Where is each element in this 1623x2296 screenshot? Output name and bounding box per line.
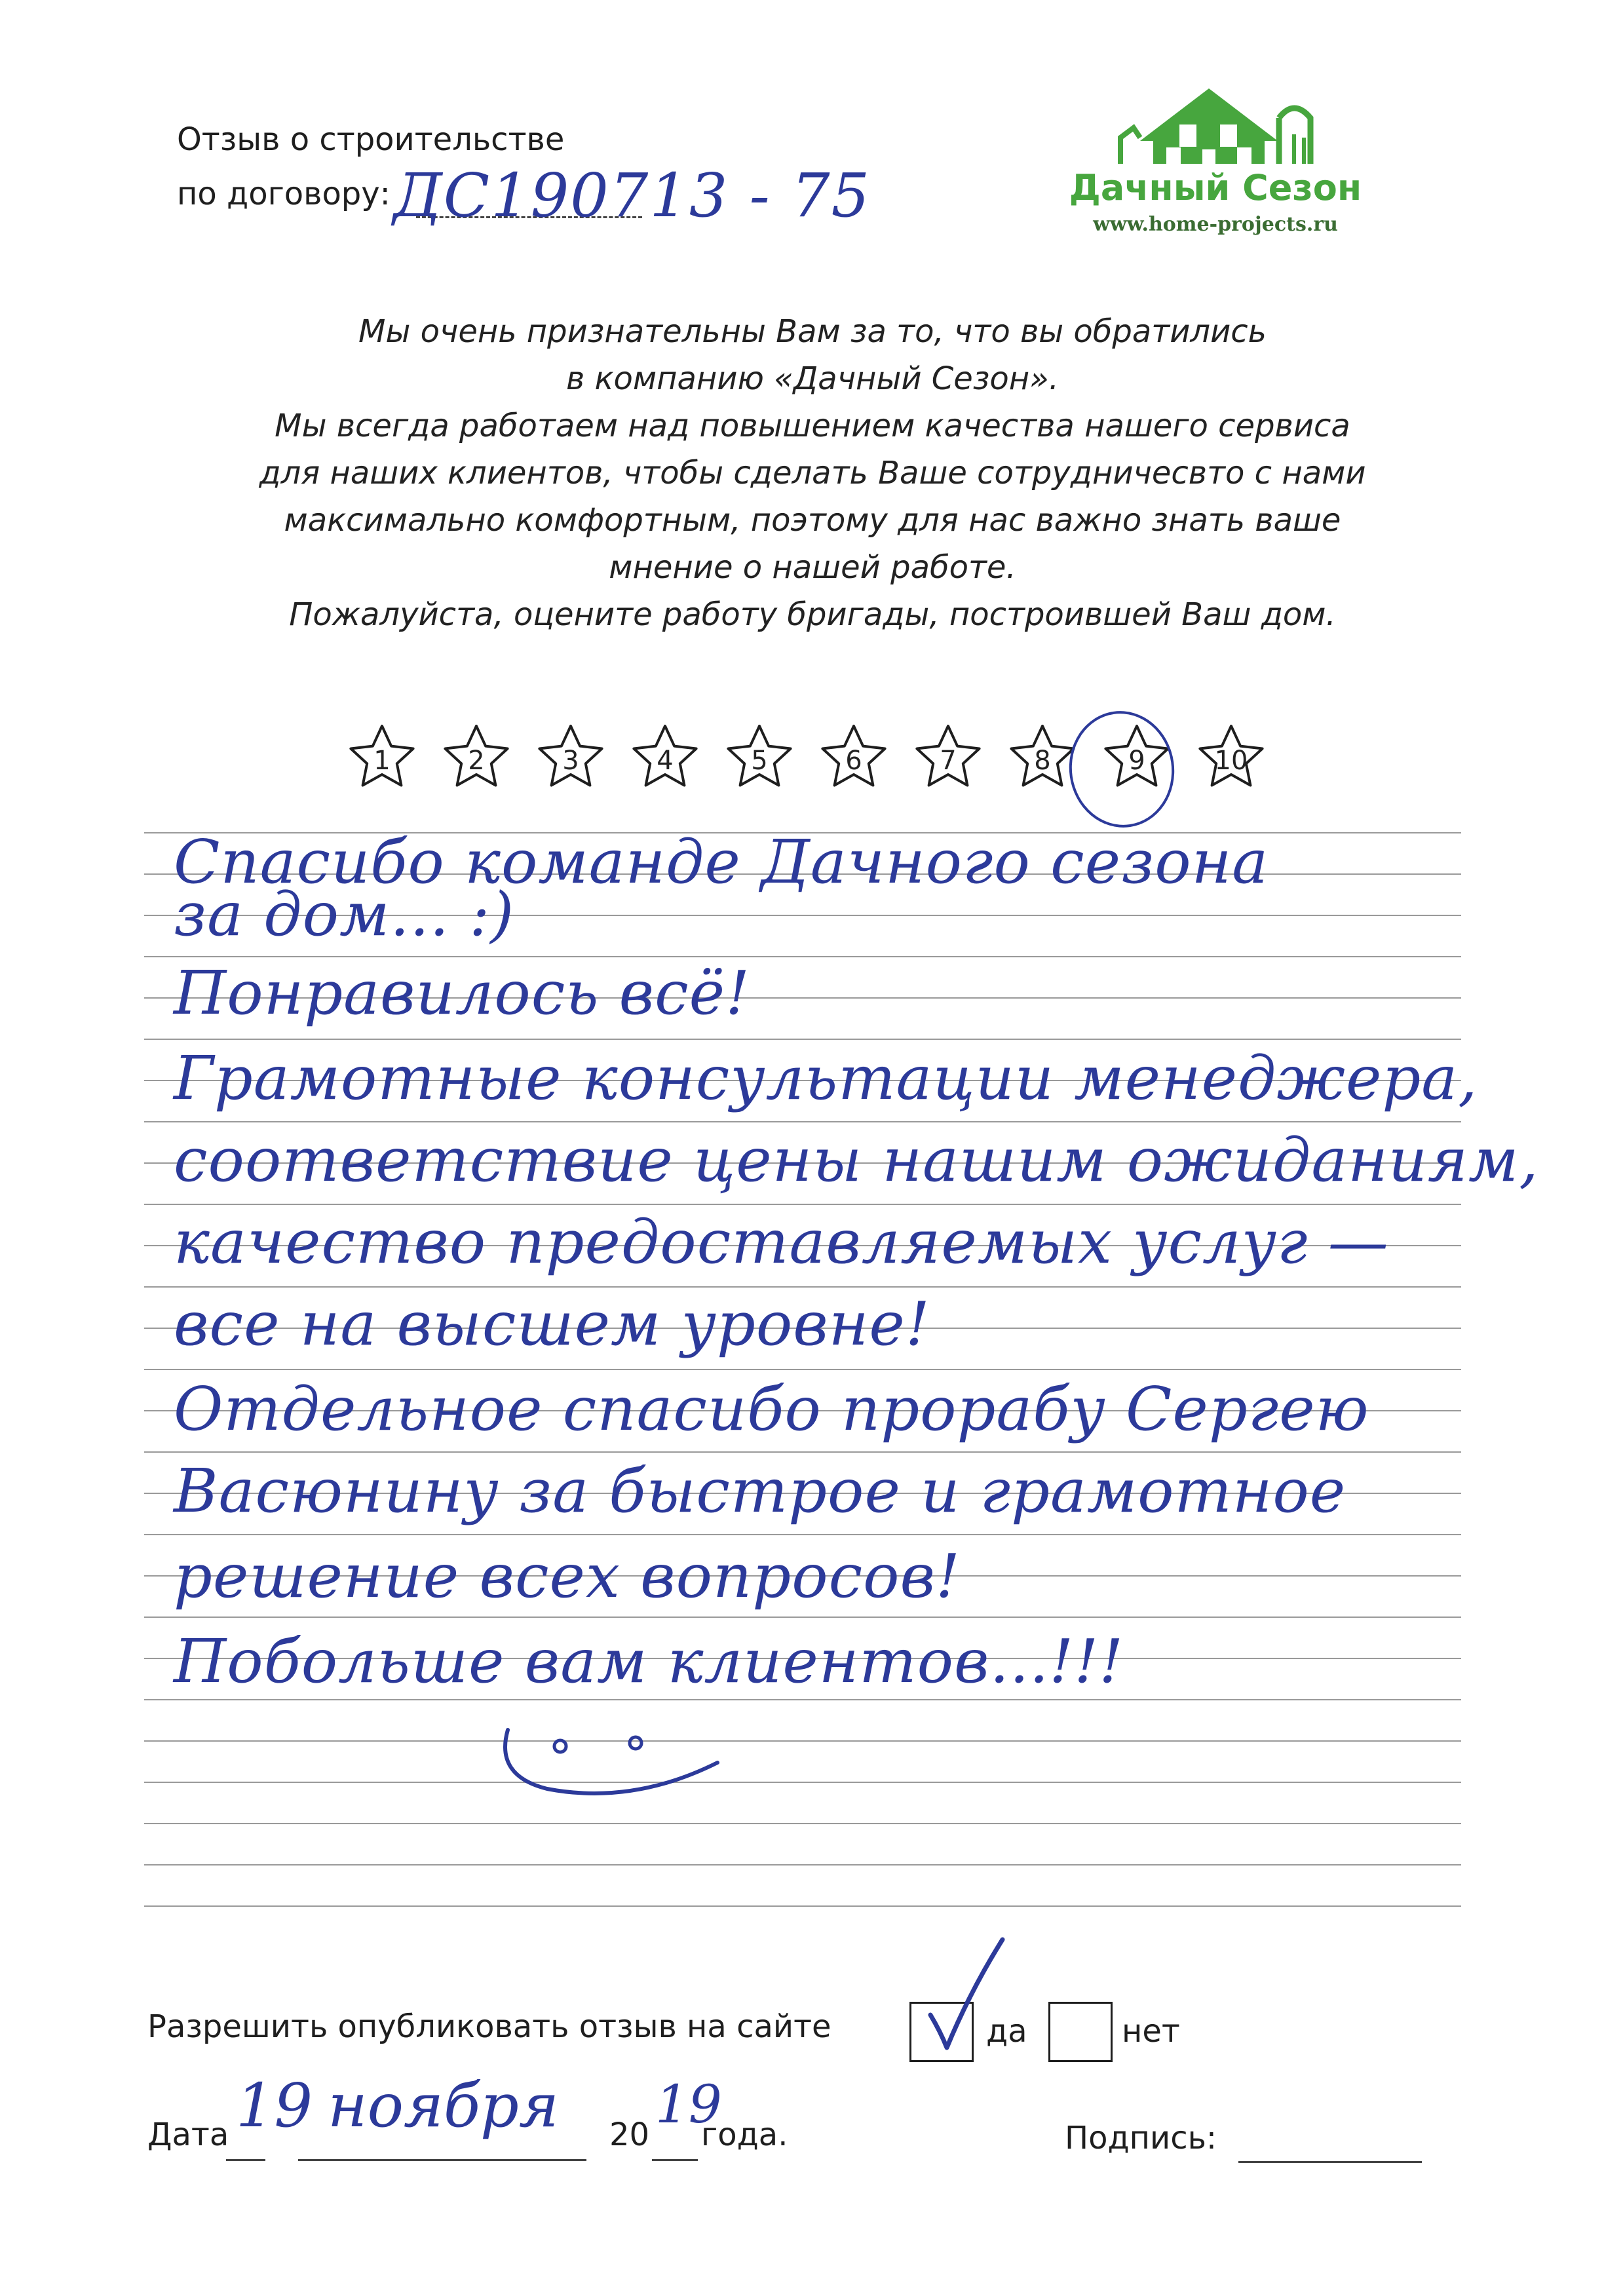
publish-yes-label: да (986, 2013, 1027, 2050)
ruled-line (144, 1039, 1461, 1040)
ruled-line (144, 1369, 1461, 1370)
review-line: Спасибо команде Дачного сезона (174, 827, 1269, 897)
ruled-line (144, 1534, 1461, 1535)
ruled-line (144, 1204, 1461, 1205)
year-prefix: 20 (609, 2116, 650, 2153)
logo-url: www.home-projects.ru (1093, 213, 1338, 236)
date-day-underline (226, 2159, 265, 2161)
review-line: качество предоставляемых услуг — (174, 1207, 1389, 1277)
intro-line: в компанию «Дачный Сезон». (566, 360, 1059, 397)
signature-label: Подпись: (1065, 2120, 1217, 2156)
star-number: 8 (1034, 746, 1051, 776)
review-line: соответствие цены нашим ожиданиям, (174, 1125, 1539, 1195)
rating-star-5[interactable] (723, 721, 795, 793)
star-number: 4 (657, 746, 674, 776)
rating-star-3[interactable] (535, 721, 607, 793)
review-line: Грамотные консультации менеджера, (174, 1043, 1478, 1113)
star-number: 5 (751, 746, 768, 776)
year-suffix: года. (701, 2116, 788, 2153)
star-number: 2 (468, 746, 485, 776)
contract-number[interactable]: ДС190713 - 75 (393, 161, 871, 231)
logo-wordmark: Дачный Сезон (1069, 167, 1362, 208)
ruled-line (144, 1823, 1461, 1824)
review-line: Отдельное спасибо прорабу Сергею (174, 1374, 1369, 1444)
rating-star-2[interactable] (440, 721, 512, 793)
star-number: 7 (940, 746, 957, 776)
star-number: 10 (1214, 746, 1248, 776)
intro-line: Мы очень признательны Вам за то, что вы обратились (358, 313, 1267, 350)
intro-line: максимально комфортным, поэтому для нас важно знать ваше (284, 502, 1341, 539)
ruled-line (144, 1617, 1461, 1618)
rating-star-10[interactable] (1195, 721, 1267, 793)
smiley-drawing-icon (488, 1717, 737, 1808)
ruled-line (144, 1699, 1461, 1700)
date-day-field[interactable]: 19 (236, 2071, 313, 2141)
rating-star-4[interactable] (629, 721, 701, 793)
publish-no-checkbox[interactable] (1048, 2002, 1113, 2062)
publish-no-label: нет (1122, 2013, 1180, 2050)
date-month-underline (298, 2159, 586, 2161)
date-label: Дата (147, 2116, 229, 2153)
ruled-line (144, 1905, 1461, 1907)
ruled-line (144, 956, 1461, 957)
rating-star-6[interactable] (818, 721, 890, 793)
review-line: решение всех вопросов! (174, 1541, 961, 1611)
intro-line: Мы всегда работаем над повышением качества нашего сервиса (275, 408, 1350, 444)
star-number: 3 (562, 746, 579, 776)
rating-star-8[interactable] (1006, 721, 1079, 793)
intro-text (164, 308, 1461, 638)
ruled-line (144, 1740, 1461, 1742)
review-line: Побольше вам клиентов...!!! (174, 1626, 1124, 1696)
year-field[interactable]: 19 (655, 2074, 722, 2135)
intro-line: Пожалуйста, оцените работу бригады, построившей Ваш дом. (289, 596, 1336, 633)
ruled-line (144, 1451, 1461, 1453)
review-line: все на высшем уровне! (174, 1289, 930, 1359)
signature-field[interactable] (1238, 2161, 1422, 2163)
intro-line: мнение о нашей работе. (609, 549, 1016, 586)
star-number: 6 (845, 746, 862, 776)
contract-label: по договору: (177, 176, 391, 212)
star-number: 1 (373, 746, 391, 776)
form-title: Отзыв о строительстве (177, 121, 565, 158)
review-line: за дом... :) (174, 879, 515, 949)
review-line: Понравилось всё! (174, 958, 751, 1028)
ruled-line (144, 1121, 1461, 1122)
ruled-line (144, 1782, 1461, 1783)
ruled-line (144, 1286, 1461, 1288)
review-line: Васюнину за быстрое и грамотное (174, 1456, 1346, 1526)
year-underline (652, 2159, 698, 2161)
star-number: 9 (1128, 746, 1145, 776)
rating-star-1[interactable] (346, 721, 418, 793)
ruled-line (144, 1864, 1461, 1866)
publish-permission-label: Разрешить опубликовать отзыв на сайте (147, 2008, 831, 2045)
date-month-field[interactable]: ноября (328, 2071, 559, 2141)
intro-line: для наших клиентов, чтобы сделать Ваше сотрудничесвто с нами (259, 455, 1366, 491)
rating-star-7[interactable] (912, 721, 984, 793)
